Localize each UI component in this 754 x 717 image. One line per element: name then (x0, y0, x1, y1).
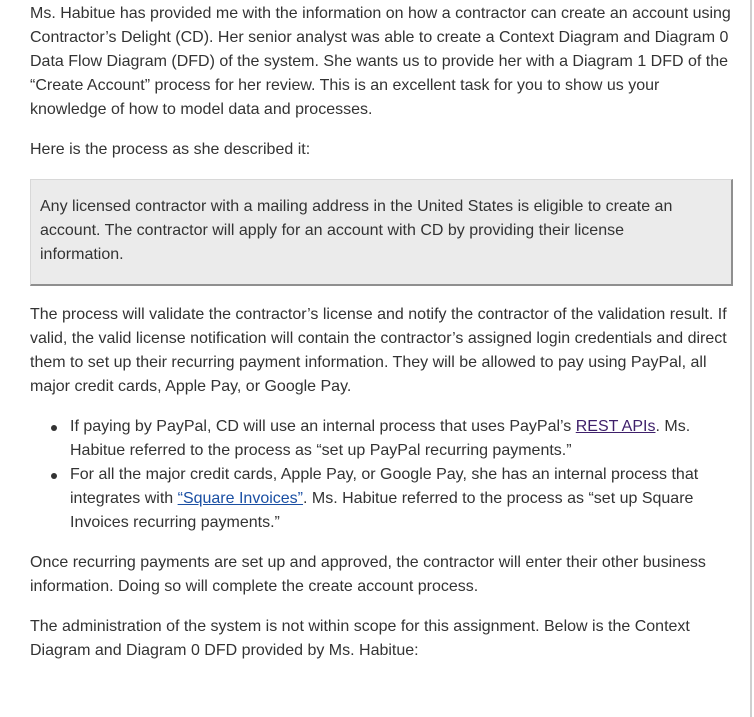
payment-options-list (30, 415, 734, 535)
list-item-paypal (70, 415, 734, 463)
intro-paragraph: Ms. Habitue has provided me with the information on how a contractor can create an account using Contractor’s Delight (CD). Her senior analyst was able to create a Context Diagram and Diagram 0 Data Flow Diagram (DFD) of the system. She wants us to provide her with a Diagram 1 DFD of the “Create Account” process for her review. This is an excellent task for you to show us your knowledge of how to model data and processes. (30, 5, 731, 118)
bullet-icon (51, 425, 57, 431)
square-invoices-link[interactable]: “Square Invoices” (177, 490, 303, 507)
square-text-after: . Ms. Habitue referred to the process as “set up Square Invoices recurring payments.” (70, 490, 694, 531)
paypal-text-after: . Ms. Habitue referred to the process as “set up PayPal recurring payments.” (70, 418, 691, 459)
process-description-callout (30, 179, 733, 286)
bullet-icon (51, 473, 57, 479)
square-text-before: For all the major credit cards, Apple Pay, or Google Pay, she has an internal process that integrates with (70, 466, 699, 507)
scope-paragraph: The administration of the system is not within scope for this assignment. Below is the Context Diagram and Diagram 0 DFD provided by Ms. Habitue: (30, 618, 690, 659)
rest-apis-link[interactable]: REST APIs (575, 418, 656, 435)
process-paragraph: The process will validate the contractor’s license and notify the contractor of the validation result. If valid, the valid license notification will contain the contractor’s assigned login credentials and direct them to set up their recurring payment information. They will be allowed to pay using PayPal, all major credit cards, Apple Pay, or Google Pay. (30, 306, 727, 395)
paypal-text-before: If paying by PayPal, CD will use an internal process that uses PayPal’s (70, 418, 576, 435)
document-content (30, 2, 734, 663)
process-lead-paragraph: Here is the process as she described it: (30, 141, 311, 158)
callout-text: Any licensed contractor with a mailing address in the United States is eligible to create an account. The contractor will apply for an account with CD by providing their license information. (40, 198, 673, 263)
list-item-square (70, 463, 734, 535)
payments-paragraph: Once recurring payments are set up and approved, the contractor will enter their other business information. Doing so will complete the create account process. (30, 554, 706, 595)
